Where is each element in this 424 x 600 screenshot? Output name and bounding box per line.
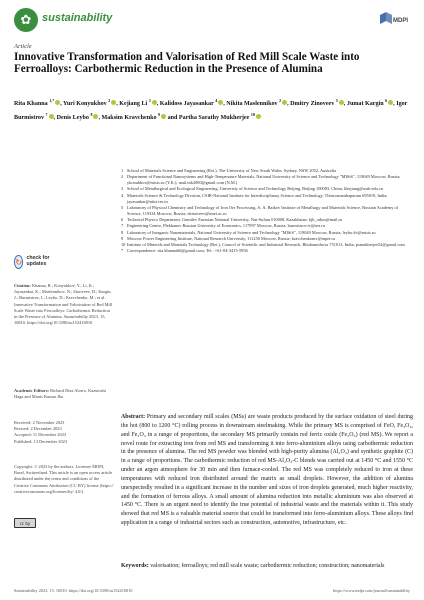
accepted-date: Accepted: 11 December 2023: [14, 432, 67, 438]
affiliation-text: School of Materials Science and Engineering (Ret.), The University of New South Wales, Sydney, NSW 2052, Australia: [127, 168, 336, 173]
affiliation-text: Institute of Minerals and Materials Technology (Ret.), Council of Scientific and Industrial Research, Bhubaneshwar 751013, India; psmukherjee52@gmail.com: [127, 241, 405, 247]
refresh-icon: ↻: [14, 255, 23, 269]
author-name[interactable]: Yuri Konyukhov $^2$: [63, 101, 116, 107]
journal-logo-icon: ✿: [14, 8, 38, 32]
editors-block: [14, 388, 114, 400]
orcid-icon[interactable]: [218, 100, 223, 105]
cc-license-icon[interactable]: cc by: [14, 518, 36, 528]
keywords: [121, 562, 413, 571]
orcid-icon[interactable]: [282, 100, 287, 105]
abstract-text: Primary and secondary mill scales (MSs) are waste products produced by the surface oxidation of steel during the hot (800 to 1200 °C) rolling process in downstream steelmaking. While the primary MS is comprised of FeO, Fe₃O₄, and Fe₂O₃ in a range of proportions, the secondary MS primarily contain red ferric oxide (Fe₂O₃) (red MS). We report a novel route for extracting iron from red MS and transforming it into ferro-aluminium alloys using carbothermic reduction in the presence of alumina. The red MS powder was blended with high-purity alumina (Al₂O₃) and synthetic graphite (C) in a range of proportions. The carbothermic reduction of red MS-Al₂O₃-C blends was carried out at 1450 °C and 1550 °C under an argon atmosphere for 30 min and then furnace-cooled. The red MS was completely reduced to iron at these temperatures with reduced iron distributed around the matrix as small droplets. However, the addition of alumina unexpectedly resulted in a significant increase in the number and sizes of iron droplets generated, much higher reactivity, and the formation of ferrous alloys. A small amount of alumina reduction into metallic aluminium was also observed at 1450 °C. There is an urgent need to identify the true potential of industrial waste and the materials within it. This study showed that red MS is a valuable material source that could be transformed into ferro-aluminium alloys. These alloys find application in a range of industrial sectors such as construction, automotive, infrastructure, etc.: [121, 414, 413, 527]
citation-journal: Sustainability: [63, 314, 88, 320]
author-affiliation-mark: 10: [250, 111, 255, 117]
citation-doi[interactable]: 2023, 15, 16810. https://doi.org/10.3390/su152416810: [14, 314, 106, 326]
check-updates-label: check for updates: [26, 255, 50, 267]
author-affiliation-mark: 9: [158, 111, 161, 117]
affiliation-number: 9: [121, 235, 124, 241]
author-name[interactable]: Maksim Kravchenko $^9$: [102, 115, 167, 121]
citation-block: [14, 283, 114, 326]
affiliation-text: Engineering Centre, Plekhanov Russian University of Economics, 117997 Moscow, Russia; burmistrov.iv@rea.ru: [127, 223, 325, 229]
publisher-logo-icon: [378, 10, 408, 26]
orcid-icon[interactable]: [339, 100, 344, 105]
affiliation-item: [121, 205, 413, 217]
author-affiliation-mark: 5: [335, 98, 338, 103]
affiliation-text: Moscow Power Engineering Institute, National Research University, 111250 Moscow, Russia; kravchenkomv@mpei.ru: [127, 235, 335, 241]
author-list: Rita Khanna $^{1,*}$, Yuri Konyukhov $^2$, Kejiang Li $^3$, Kalidoss Jayasankar $^4$, Nikita Maslennikov $^2$, Dmitry Zinoveev $^5$, Jumat Kargin $^6$, Igor Burmistrov $^7$, Denis Leybo $^8$, Maksim Kravchenko $^9$ and Partha Sarathy Mukherjee $^{10}$: [14, 98, 408, 121]
abstract-label: Abstract:: [121, 414, 146, 420]
affiliation-number: 6: [121, 217, 124, 223]
orcid-icon[interactable]: [161, 114, 166, 119]
author-affiliation-mark: 7: [45, 111, 48, 117]
received-date: Received: 2 November 2023: [14, 420, 65, 425]
author-name[interactable]: Nikita Maslennikov $^2$: [226, 101, 287, 107]
affiliation-number: 4: [121, 192, 124, 198]
affiliation-text: Department of Functional Nanosystems and High-Temperature Materials, National University of Science and Technology "MISiS", 119049 Moscow, Russia; ykonukhov@misis.ru (Y.K.); mail.nik2000@gmail.com (N.M.): [127, 174, 401, 186]
editors-names: Richard Diaz Alorro, Kazutoshi Haga and Manis Kumar Jha: [14, 388, 106, 400]
orcid-icon[interactable]: [152, 100, 157, 105]
affiliation-number: 2: [121, 174, 124, 180]
author-affiliation-mark: 8: [90, 111, 93, 117]
affiliation-text: Correspondence: rita.khanna66@gmail.com; Tel.: +61-04-3415-5956: [127, 248, 248, 254]
affiliation-number: 7: [121, 223, 124, 229]
author-affiliation-mark: 1,*: [49, 98, 55, 103]
affiliation-text: Materials Science & Technology Division, CSIR-National Institute for Interdisciplinary Science and Technology, Thiruvananthapuram 695019, India; jayasankar@niist.res.in: [127, 192, 388, 204]
author-affiliation-mark: 3: [148, 98, 151, 103]
article-type: Article: [14, 43, 32, 50]
affiliation-text: School of Metallurgical and Ecological Engineering, University of Science and Technology Beijing, Beijing 100083, China; likejiang@ustb.edu.cn: [127, 186, 383, 192]
affiliation-number: 1: [121, 168, 124, 173]
published-date: Published: 13 December 2023: [14, 438, 68, 444]
affiliation-number: 5: [121, 204, 124, 210]
author-name[interactable]: Igor Burmistrov $^7$: [14, 101, 408, 121]
keywords-text: valorisation; ferroalloys; red mill scale waste; carbothermic reduction; construction; nanomaterials: [150, 563, 385, 569]
orcid-icon[interactable]: [93, 114, 98, 119]
copyright-text: Copyright: © 2023 by the authors. Licensee MDPI, Basel, Switzerland. This article is an open access article distributed under the terms and conditions of the Creative Commons Attribution (CC BY) license (https:// creativecommons.org/licenses/by/ 4.0/).: [14, 464, 114, 494]
affiliation-item: [121, 174, 413, 186]
check-for-updates-button[interactable]: [14, 254, 54, 270]
abstract: [121, 413, 413, 528]
affiliation-number: *: [121, 248, 124, 254]
author-name[interactable]: Denis Leybo $^8$: [57, 115, 99, 121]
affiliations: [121, 168, 413, 254]
affiliation-number: 3: [121, 186, 124, 192]
orcid-icon[interactable]: [111, 100, 116, 105]
affiliation-text: Laboratory of Inorganic Nanomaterials, National University of Science and Technology "MISiS", 119049 Moscow, Russia; leybo.dv@misis.ru: [127, 229, 376, 235]
publisher-name: MDPI: [393, 18, 408, 24]
article-title: Innovative Transformation and Valorisation of Red Mill Scale Waste into Ferroalloys: Carbothermic Reduction in the Presence of Alumina: [14, 51, 360, 76]
dates-block: [14, 420, 114, 445]
affiliation-text: Technical Physics Department, Gumilev Eurasian National University, Nur-Sultan 010008, Kazakhstan; kjh_orkm@mail.ru: [127, 217, 343, 223]
author-name[interactable]: Partha Sarathy Mukherjee $^{10}$: [179, 115, 261, 121]
affiliation-text: Laboratory of Physical Chemistry and Technology of Iron Ore Processing, A. A. Baikov Institute of Metallurgy and Materials Science, Russian Academy of Science, 119334 Moscow, Russia; dzinoveev@imet.ac.ru: [127, 204, 399, 217]
affiliation-number: 8: [121, 229, 124, 235]
affiliation-item: [121, 248, 413, 254]
orcid-icon[interactable]: [388, 100, 393, 105]
footer-journal-link[interactable]: https://www.mdpi.com/journal/sustainability: [333, 588, 410, 593]
revised-date: Revised: 2 December 2023: [14, 426, 62, 432]
journal-name: sustainability: [42, 12, 113, 24]
author-name[interactable]: Jumat Kargin $^6$: [347, 101, 393, 107]
orcid-icon[interactable]: [55, 100, 60, 105]
author-affiliation-mark: 4: [215, 98, 218, 103]
author-name[interactable]: Kalidoss Jayasankar $^4$: [160, 101, 223, 107]
editors-label: Academic Editors:: [14, 388, 49, 393]
author-name[interactable]: Rita Khanna $^{1,*}$: [14, 101, 60, 107]
author-affiliation-mark: 6: [385, 98, 388, 103]
author-name[interactable]: Dmitry Zinoveev $^5$: [290, 101, 344, 107]
orcid-icon[interactable]: [256, 114, 261, 119]
orcid-icon[interactable]: [49, 114, 54, 119]
keywords-label: Keywords:: [121, 563, 149, 569]
author-name[interactable]: Kejiang Li $^3$: [119, 101, 156, 107]
footer-citation: Sustainability 2023, 15, 16810. https://doi.org/10.3390/su152416810: [14, 588, 133, 593]
copyright-block: [14, 464, 114, 495]
citation-text: Khanna, R.; Konyukhov, Y.; Li, K.; Jayasankar, K.; Maslennikov, N.; Zinoveev, D.; Kargin, J.; Burmistrov, I.; Leybo, D.; Kravchenko, M.; et al. Innovative Transformation and Valorisation of Red Mill Scale Waste into Ferroalloys: Carbothermic Reduction in the Presence of Alumina.: [14, 283, 113, 320]
author-affiliation-mark: 2: [279, 98, 282, 103]
affiliation-number: 10: [121, 241, 126, 247]
author-affiliation-mark: 2: [108, 98, 111, 103]
affiliation-item: [121, 193, 413, 205]
citation-label: Citation:: [14, 283, 31, 288]
